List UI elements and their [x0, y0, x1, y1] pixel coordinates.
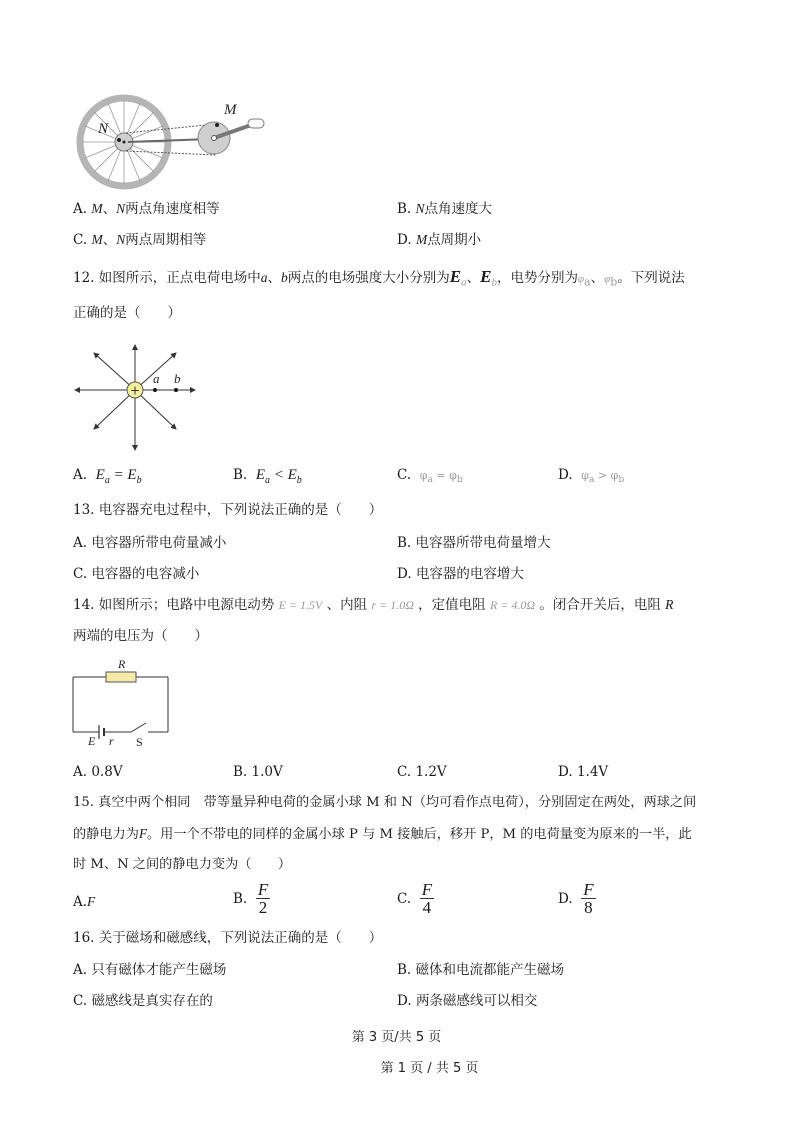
label-r: r: [109, 734, 114, 748]
label-M: M: [224, 102, 237, 118]
q12-stem-line1: 12. 如图所示，正点电荷电场中a、b两点的电场强度大小分别为$E_a$、$E_b$，电势分别为$\varphi_a$、$\varphi_b$。下列说法: [73, 267, 685, 289]
q15-option-c[interactable]: C. $\frac{F}{4}$: [397, 880, 433, 917]
label-a: a: [153, 371, 160, 386]
circuit-figure: [68, 655, 178, 750]
q12-stem-line2: 正确的是（ ）: [73, 305, 181, 321]
q13-option-c[interactable]: C. 电容器的电容减小: [73, 566, 200, 582]
q16-option-b[interactable]: B. 磁体和电流都能产生磁场: [397, 962, 565, 978]
q13-stem: 13. 电容器充电过程中，下列说法正确的是（ ）: [73, 502, 383, 518]
q13-option-b[interactable]: B. 电容器所带电荷量增大: [397, 535, 551, 551]
electric-field-figure: [70, 340, 200, 455]
label-E: E: [88, 734, 96, 748]
q13-option-a[interactable]: A. 电容器所带电荷量减小: [73, 535, 227, 551]
positive-charge-label: +: [129, 383, 141, 398]
label-R: R: [118, 657, 126, 671]
q14-option-b[interactable]: B. 1.0V: [233, 764, 283, 780]
q12-option-c[interactable]: C. $\varphi_a = \varphi_b$: [397, 467, 463, 486]
q11-option-b[interactable]: B. N点角速度大: [397, 201, 493, 217]
q12-option-b[interactable]: B. $E_a < E_b$: [233, 467, 302, 486]
q15-stem-line1: 15. 真空中两个相同 带等量异种电荷的金属小球 M 和 N（均可看作点电荷），分别固定在两处，两球之间: [73, 795, 697, 810]
q14-stem-line1: 14. 如图所示；电路中电源电动势 E = 1.5V 、内阻 r = 1.0Ω ，定值电阻 R = 4.0Ω 。闭合开关后，电阻 R: [73, 597, 674, 613]
fraction: $\frac{F}{2}$: [257, 880, 269, 917]
q11-option-a[interactable]: A. M、N两点角速度相等: [73, 201, 220, 217]
inner-page-number: 第 3 页/共 5 页: [351, 1030, 442, 1045]
fraction: $\frac{F}{8}$: [583, 880, 594, 917]
q15-stem-line3: 时 M、N 之间的静电力变为（ ）: [73, 857, 292, 872]
bicycle-chain-figure: [68, 92, 268, 192]
fraction: $\frac{F}{4}$: [421, 880, 433, 917]
q11-option-d[interactable]: D. M点周期小: [397, 232, 482, 248]
q15-stem-line2: 的静电力为F。用一个不带电的同样的金属小球 P 与 M 接触后，移开 P，M 的电荷量变为原来的一半，此: [73, 826, 692, 842]
label-S: S: [136, 735, 143, 749]
q15-option-a[interactable]: A.F: [73, 894, 96, 910]
q14-stem-line2: 两端的电压为（ ）: [73, 628, 208, 644]
q15-option-b[interactable]: B. $\frac{F}{2}$: [233, 880, 269, 917]
q12-option-d[interactable]: D. $\varphi_a > \varphi_b$: [558, 467, 625, 486]
outer-page-number: 第 1 页 / 共 5 页: [380, 1061, 479, 1076]
q14-option-c[interactable]: C. 1.2V: [397, 764, 447, 780]
q14-option-a[interactable]: A. 0.8V: [73, 764, 123, 780]
q16-option-a[interactable]: A. 只有磁体才能产生磁场: [73, 962, 227, 978]
q16-option-c[interactable]: C. 磁感线是真实存在的: [73, 993, 213, 1009]
label-N: N: [98, 121, 109, 137]
q11-option-c[interactable]: C. M、N两点周期相等: [73, 232, 207, 248]
q14-option-d[interactable]: D. 1.4V: [558, 764, 609, 780]
q15-option-d[interactable]: D. $\frac{F}{8}$: [558, 880, 594, 917]
q16-stem: 16. 关于磁场和磁感线，下列说法正确的是（ ）: [73, 930, 383, 946]
q13-option-d[interactable]: D. 电容器的电容增大: [397, 566, 524, 582]
label-b: b: [174, 371, 181, 386]
q12-option-a[interactable]: A. $E_a = E_b$: [73, 467, 142, 486]
q16-option-d[interactable]: D. 两条磁感线可以相交: [397, 993, 538, 1009]
